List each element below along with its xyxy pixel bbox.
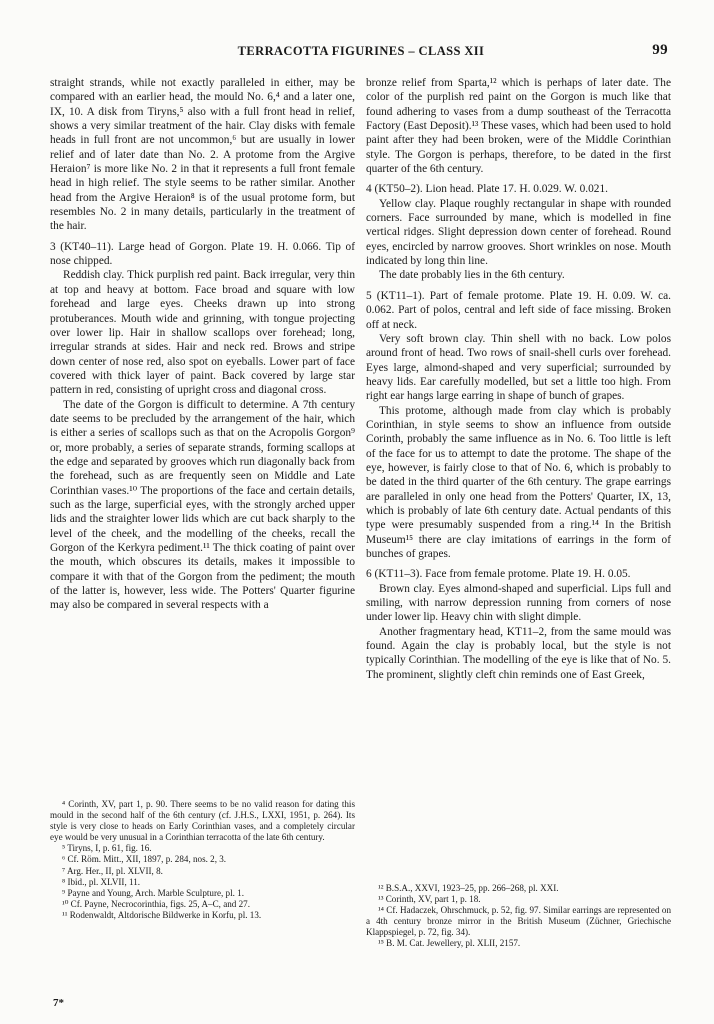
footnotes-right bbox=[366, 883, 671, 950]
footnotes-left bbox=[50, 799, 355, 921]
footnote: ¹⁵ B. M. Cat. Jewellery, pl. XLII, 2157. bbox=[378, 938, 521, 949]
catalogue-entry-5: 5 (KT11–1). Part of female protome. Plate 19. H. 0.09. W. ca. 0.062. Part of polos, central and left side of face missing. Broken off at neck. bbox=[366, 289, 671, 331]
running-header bbox=[50, 40, 672, 62]
paragraph: This protome, although made from clay which is probably Corinthian, in style seems to show an influence from outside Corinth, probably the same influence as in No. 6. Too little is left of the face for us to attempt to date the protome. The shape of the eye, however, is fairly close to that of No. 6, which is probably to be dated in the third quarter of the 6th century. The grape earrings are paralleled in only one head from the Potters' Quarter, IX, 13, which is probably of late 6th century date. Actual pendants of this type were presumably suspended from a ring.¹⁴ In the British Museum¹⁵ there are clay imitations of earrings in the form of bunches of grapes. bbox=[366, 404, 671, 560]
footnote: ¹¹ Rodenwaldt, Altdorische Bildwerke in Korfu, pl. 13. bbox=[62, 909, 262, 920]
page-number: 99 bbox=[652, 42, 668, 58]
paragraph: straight strands, while not exactly paralleled in either, may be compared with an earlier head, the mould No. 6,⁴ and a later one, IX, 10. A disk from Tiryns,⁵ also with a full front head in relief, shows a very similar treatment of the hair. Clay disks with female heads in full front are not uncommon,⁶ but are usually in lower relief and of later date than No. 2. A protome from the Argive Heraion⁷ is more like No. 2 in that it represents a full front female head in high relief. The style seems to be rather similar. Another head from the Argive Heraion⁸ is of the usual protome form, but resembles No. 2 in many details, particularly in the treatment of the hair. bbox=[50, 77, 355, 233]
paragraph: The date probably lies in the 6th century. bbox=[379, 269, 565, 282]
footnote: ⁵ Tiryns, I, p. 61, fig. 16. bbox=[62, 843, 152, 854]
paragraph: The date of the Gorgon is difficult to determine. A 7th century date seems to be precluded by the arrangement of the hair, which is either a series of scallops such as that on the Acropolis Gorgon⁹ or, more probably, a series of separate strands, forming scallops at the edge and separated by grooves which run diagonally back from the forehead, such as are frequently seen on Middle and Late Corinthian vases.¹⁰ The proportions of the face and certain details, such as the large, superficial eyes, with the strongly arched upper lids and the straighter lower lids which are cut back sharply to the level of the cheek, and the modelling of the cheeks, recall the Gorgon of the Kerkyra pediment.¹¹ The thick coating of paint over the mouth, which obscures its details, makes it impossible to compare it with that of the Gorgon from the pediment; the mouth of the latter is, however, less wide. The Potters' Quarter figurine may also be compared in several respects with a bbox=[50, 398, 355, 612]
paragraph: Reddish clay. Thick purplish red paint. Back irregular, very thin at top and heavy at bottom. Face broad and square with low forehead and large eyes. Cheeks drawn up into strong protuberances. Mouth wide and grinning, with tongue projecting over lower lip. Hair in shallow scallops over forehead; long, irregular strands at sides. Hair and neck red. Brows and stripe down center of nose red, also spot on eyeballs. Lower part of face covered with thick layer of paint. Back covered by large star pattern in red, consisting of upright cross and diagonal cross. bbox=[50, 269, 355, 397]
paragraph: bronze relief from Sparta,¹² which is perhaps of later date. The color of the purplish red paint on the Gorgon is much like that found adhering to vases from a dump southeast of the Terracotta Factory (East Deposit).¹³ These vases, which had been used to hold paint after they had been broken, were of the Middle Corinthian style. The Gorgon is perhaps, therefore, to be dated in the first quarter of the 6th century. bbox=[366, 77, 671, 176]
footnote: ⁸ Ibid., pl. XLVII, 11. bbox=[62, 876, 141, 887]
page bbox=[50, 40, 672, 1010]
left-column bbox=[50, 76, 355, 613]
footnote: ¹⁴ Cf. Hadaczek, Ohrschmuck, p. 52, fig. 97. Similar earrings are represented on a 4th century bronze mirror in the British Museum (Züchner, Griechische Klappspiegel, p. 72, fig. 34). bbox=[366, 905, 671, 938]
catalogue-entry-4: 4 (KT50–2). Lion head. Plate 17. H. 0.029. W. 0.021. bbox=[366, 183, 608, 196]
running-title: TERRACOTTA FIGURINES – CLASS XII bbox=[237, 44, 485, 58]
catalogue-entry-3: 3 (KT40–11). Large head of Gorgon. Plate 19. H. 0.066. Tip of nose chipped. bbox=[50, 240, 355, 268]
footnote: ¹³ Corinth, XV, part 1, p. 18. bbox=[378, 894, 481, 905]
signature-mark: 7* bbox=[53, 997, 64, 1009]
paragraph: Another fragmentary head, KT11–2, from the same mould was found. Again the clay is probably local, but the style is not typically Corinthian. The modelling of the eye is like that of No. 5. The prominent, slightly cleft chin reminds one of East Greek, bbox=[366, 625, 671, 681]
right-column bbox=[366, 76, 671, 682]
paragraph: Very soft brown clay. Thin shell with no back. Low polos around front of head. Two rows of snail-shell curls over forehead. Eyes large, almond-shaped and very superficial; surrounded by heavy lids. Ear carefully modelled, but set a little too high. From right ear hangs large earring in shape of bunch of grapes. bbox=[366, 332, 671, 403]
footnote: ¹² B.S.A., XXVI, 1923–25, pp. 266–268, pl. XXI. bbox=[378, 883, 559, 893]
paragraph: Brown clay. Eyes almond-shaped and superficial. Lips full and smiling, with narrow depression running from corners of nose under lower lip. Heavy chin with slight dimple. bbox=[366, 582, 671, 624]
footnote: ⁹ Payne and Young, Arch. Marble Sculpture, pl. 1. bbox=[62, 887, 244, 898]
footnote: ⁶ Cf. Röm. Mitt., XII, 1897, p. 284, nos. 2, 3. bbox=[62, 854, 227, 865]
footnote: ¹⁰ Cf. Payne, Necrocorinthia, figs. 25, A–C, and 27. bbox=[62, 898, 250, 909]
catalogue-entry-6: 6 (KT11–3). Face from female protome. Plate 19. H. 0.05. bbox=[366, 568, 631, 581]
footnote: ⁷ Arg. Her., II, pl. XLVII, 8. bbox=[62, 865, 163, 876]
paragraph: Yellow clay. Plaque roughly rectangular in shape with rounded corners. Face surrounded by mane, which is modelled in fine vertical ridges. Slight depression down center of forehead. Round eyes, encircled by narrow grooves. Short wrinkles on nose. Mouth indicated by long thin line. bbox=[366, 197, 671, 268]
footnote: ⁴ Corinth, XV, part 1, p. 90. There seems to be no valid reason for dating this mould in the second half of the 6th century (cf. J.H.S., LXXI, 1951, p. 264). Its style is very close to heads on Early Corinthian vases, and a completely circular eye would be very unusual in a Corinthian terracotta of the late 6th century. bbox=[50, 799, 355, 843]
